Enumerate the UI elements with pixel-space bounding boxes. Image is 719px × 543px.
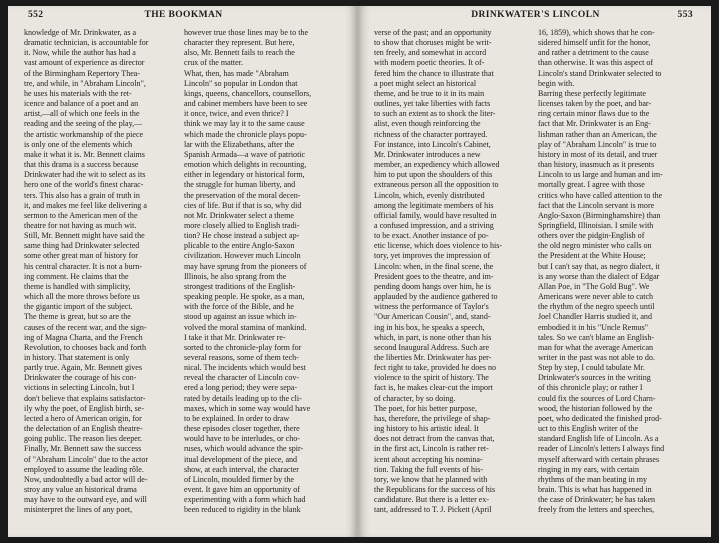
text-line: lected a hero of American origin, for — [24, 413, 142, 423]
text-line: violence to the spirit of history. The — [374, 373, 489, 383]
text-column — [374, 28, 526, 531]
text-line: Mr. Drinkwater introduces a new — [374, 149, 481, 159]
text-line: a confused impression, and a striving — [374, 220, 494, 230]
book-spread — [8, 6, 711, 537]
text-line: show, at each interval, the character — [184, 464, 299, 474]
text-line: to show that choruses might be writ- — [374, 38, 492, 48]
text-line: Anglo-Saxon (Birminghamshire) than — [538, 210, 661, 220]
text-line: ered a long period; they were sepa- — [184, 383, 298, 393]
text-line: which all the more throws before us — [24, 292, 140, 302]
text-line: lar with the Elizabethans, after the — [184, 139, 295, 149]
text-line: ring certain minor flaws due to the — [538, 109, 650, 119]
text-line: Lincoln, which, evenly distributed — [374, 190, 485, 200]
left-page — [8, 6, 358, 537]
text-line: rhythms of the man beating in my — [538, 474, 648, 484]
text-line: of character, by so doing. — [374, 393, 456, 403]
text-line: member, an expediency which allowed — [374, 160, 500, 170]
text-line: could fix the sources of Lord Charn- — [538, 393, 656, 403]
text-line: his central character. It is not a burn- — [24, 261, 142, 271]
text-line: Lincoln's stand Drinkwater selected to — [538, 68, 662, 78]
text-line: the President at the White House; — [538, 251, 646, 261]
text-line: fact is, he makes clear-cut the import — [374, 383, 493, 393]
text-line: misinterpret the lines of any poet, — [24, 505, 133, 515]
text-line: Lincoln" so popular in London that — [184, 78, 298, 88]
text-line: tory, yet improves the impression of — [374, 251, 491, 261]
text-line: Joel Chandler Harris studied it, and — [538, 312, 652, 322]
text-line: partly true. Again, Mr. Bennett gives — [24, 363, 142, 373]
right-page — [358, 6, 711, 537]
text-line: Allan Poe, in "The Gold Bug". We — [538, 281, 650, 291]
text-line: tion? He chose instead a subject ap- — [184, 231, 300, 241]
text-line: theatre for not having as much wit. — [24, 220, 137, 230]
text-line: the struggle for human liberty, and — [184, 180, 296, 190]
text-line: of "Abraham Lincoln" due to the actor — [24, 454, 149, 464]
text-line: fect right to take, provided he does no — [374, 363, 497, 373]
text-line: rated by details leading up to the cli- — [184, 393, 302, 403]
text-line: and cabinet members have been to see — [184, 99, 308, 109]
text-line: fered him the chance to illustrate that — [374, 68, 494, 78]
text-line: reveal the character of Lincoln cov- — [184, 373, 300, 383]
text-line: the artistic workmanship of the piece — [24, 129, 144, 139]
text-line: ily why the poet, of English birth, se- — [24, 403, 145, 413]
text-line: Revolution, to chooses back and forth — [24, 342, 147, 352]
text-line: a poet might select an historical — [374, 78, 477, 88]
text-line: the old negro minister who calls on — [538, 241, 652, 251]
text-line: Barring these perfectly legitimate — [538, 88, 646, 98]
text-line: kings, queens, chancellors, counsellors, — [184, 88, 312, 98]
text-line: civilization. However much Lincoln — [184, 251, 301, 261]
text-line: plicable to the entire Anglo-Saxon — [184, 241, 295, 251]
text-line: strongest traditions of the English- — [184, 281, 296, 291]
text-line: also, Mr. Bennett fails to reach the — [184, 48, 295, 58]
text-line: don't believe that explains satisfactor- — [24, 393, 146, 403]
text-line: Drinkwater had the wit to select as its — [24, 170, 146, 180]
text-line: richness of the character portrayed. — [374, 129, 488, 139]
text-line: ruses, which would advance the spir- — [184, 444, 304, 454]
text-line: Lincoln to us large and human and im- — [538, 170, 663, 180]
text-line: licenses taken by the poet, and bar- — [538, 99, 652, 109]
text-line: than history, inasmuch as it presents — [538, 160, 655, 170]
text-line: causes of the recent war, and the sign- — [24, 322, 147, 332]
text-line: verse of the past; and an opportunity — [374, 28, 492, 37]
text-line: several reasons, some of them tech- — [184, 353, 299, 362]
text-line: to such an extent as to shock the liter- — [374, 109, 496, 119]
text-line: pending doom hangs over him, he is — [374, 281, 491, 291]
text-line: ing history to his artistic ideal. It — [374, 424, 479, 434]
text-line: Still, Mr. Bennett might have said the — [24, 231, 145, 241]
text-line: not Mr. Drinkwater select a theme — [184, 210, 294, 220]
text-line: man for what the average American — [538, 342, 654, 352]
text-line: tre, and while, in "Abraham Lincoln", — [24, 78, 146, 88]
text-line: going public. The reason lies deeper. — [24, 434, 143, 444]
text-line: Drinkwater the courage of his con- — [24, 373, 137, 383]
text-line: may have to the outward eye, and will — [24, 495, 147, 505]
text-column — [184, 28, 334, 531]
text-line: alist, even though reinforcing the — [374, 119, 481, 129]
text-line: poet, who dedicated the finished prod- — [538, 413, 662, 423]
text-line: ing in his box, he speaks a speech, — [374, 322, 485, 332]
text-line: writer in the past was not able to do. — [538, 353, 655, 362]
text-line: of the Birmingham Repertory Thea- — [24, 68, 141, 78]
text-line: artist,—all of which one feels in the — [24, 109, 140, 119]
text-line: Illinois, he also sprang from the — [184, 271, 287, 281]
text-line: same thing had Drinkwater selected — [24, 241, 140, 251]
page-number: 552 — [28, 10, 44, 20]
text-line: What, then, has made "Abraham — [184, 68, 289, 78]
text-line: begin with. — [538, 78, 575, 88]
text-line: vast amount of experience as director — [24, 58, 145, 68]
text-line: than otherwise. It was this aspect of — [538, 58, 654, 68]
text-line: ing of Magna Charta, and the French — [24, 332, 143, 342]
text-line: the preservation of the moral decen- — [184, 190, 301, 200]
text-line: with modern poetic theories. It of- — [374, 58, 485, 68]
right-page-columns — [374, 28, 697, 531]
page-number: 553 — [677, 10, 693, 20]
text-line: tory, we know that he planned with — [374, 474, 488, 484]
text-line: play of "Abraham Lincoln" is true to — [538, 139, 657, 149]
text-line: history in most of its detail, and truer — [538, 149, 658, 159]
text-line: 16, 1859), which shows that he con- — [538, 28, 655, 37]
text-line: wood, the historian followed by the — [538, 403, 653, 413]
text-line: icence and balance of a poet and an — [24, 99, 139, 109]
text-line: it. Now, while the author has had a — [24, 48, 136, 58]
text-line: crux of the matter. — [184, 58, 243, 68]
text-line: cies of life. But if that is so, why did — [184, 200, 302, 210]
text-line: dramatic technician, is accountable for — [24, 38, 149, 48]
text-line: in history. That statement is only — [24, 353, 130, 362]
text-line: Drinkwater's sources in the writing — [538, 373, 651, 383]
text-line: employed to assume the leading rôle. — [24, 464, 144, 474]
text-line: standard English life of Lincoln. As a — [538, 434, 659, 444]
text-line: uct to this English writer of the — [538, 424, 639, 434]
text-line: these episodes closer together, there — [184, 424, 300, 434]
text-line: which, in part, is none other than his — [374, 332, 492, 342]
text-line: has, therefore, the privilege of shap- — [374, 413, 491, 423]
text-line: emotion which delights in recounting, — [184, 160, 307, 170]
text-line: speaking people. He spoke, as a man, — [184, 292, 305, 302]
text-line: witness the performance of Taylor's — [374, 302, 489, 312]
text-line: volved the moral stamina of mankind. — [184, 322, 307, 332]
text-line: sermon to the American men of the — [24, 210, 138, 220]
text-line: hero one of the world's finest charac- — [24, 180, 144, 190]
text-line: ing comment. He claims that the — [24, 271, 129, 281]
text-line: tant, addressed to T. J. Pickett (April — [374, 505, 492, 515]
text-line: maxes, which in some way would have — [184, 403, 311, 413]
text-line: experimenting with a form which had — [184, 495, 306, 505]
text-line: victions in selecting Lincoln, but I — [24, 383, 135, 393]
text-line: fact that Mr. Drinkwater is an Eng- — [538, 119, 651, 129]
text-line: to be exact. Another instance of po- — [374, 231, 489, 241]
text-line: of Lincoln, moulded firmer by the — [184, 474, 294, 484]
text-line: some other great man of history for — [24, 251, 138, 261]
text-line: more closely allied to English tradi- — [184, 220, 300, 230]
text-line: the case of Drinkwater; he has taken — [538, 495, 656, 505]
text-line: candidature. But there is a letter ex- — [374, 495, 490, 505]
left-page-columns — [24, 28, 343, 531]
text-line: second Inaugural Address. Such are — [374, 342, 490, 352]
text-line: ringing in my ears, with certain — [538, 464, 640, 474]
text-line: stroy any value an historical drama — [24, 485, 137, 495]
text-line: make it what it is. Mr. Bennett claims — [24, 149, 145, 159]
text-line: icent about accepting his nomina- — [374, 454, 483, 464]
text-line: myself afterward with certain phrases — [538, 454, 660, 464]
text-line: tion. Taking the full events of his- — [374, 464, 484, 474]
text-line: theme, and be true to it in its main — [374, 88, 485, 98]
text-line: of this chronicle play; or rather I — [538, 383, 643, 393]
text-line: The theme is great, but so are the — [24, 312, 131, 322]
text-line: either in legendary or historical form, — [184, 170, 305, 180]
text-line: the Republicans for the success of his — [374, 485, 496, 495]
text-line: would have to be interludes, or cho- — [184, 434, 300, 444]
text-line: which made the chronicle plays popu- — [184, 129, 307, 139]
text-line: it, and makes me feel like delivering a — [24, 200, 147, 210]
text-line: but I can't say that, as negro dialect, it — [538, 261, 660, 271]
running-title: THE BOOKMAN — [144, 10, 223, 20]
text-line: lishman rather than an American, the — [538, 129, 657, 139]
text-line: etic license, which does violence to his- — [374, 241, 503, 251]
text-line: fact that the Lincoln servant is more — [538, 200, 655, 210]
text-line: extraneous person all the opposition to — [374, 180, 499, 190]
text-line: tales. So we can't blame an English- — [538, 332, 655, 342]
text-column — [24, 28, 172, 531]
text-line: theme is handled with simplicity, — [24, 281, 131, 291]
text-line: critics who have called attention to the — [538, 190, 663, 200]
text-line: "Our American Cousin", and, stand- — [374, 312, 491, 322]
text-line: sorted to the chronicle-play form for — [184, 342, 302, 352]
text-line: brain. This is what has happened in — [538, 485, 652, 495]
text-line: official family, would have resulted in — [374, 210, 497, 220]
text-line: however true those lines may be to the — [184, 28, 309, 37]
text-line: others over the pidgin-English of — [538, 231, 645, 241]
text-line: Spanish Armada—a wave of patriotic — [184, 149, 306, 159]
text-line: among the legitimate members of his — [374, 200, 494, 210]
text-line: been reduced to rigidity in the blank — [184, 505, 301, 515]
text-line: embodied it in his "Uncle Remus" — [538, 322, 649, 332]
text-line: itual development of the piece, and — [184, 454, 298, 464]
text-line: ten freely, and somewhat in accord — [374, 48, 487, 58]
text-line: Step by step, I could tabulate Mr. — [538, 363, 645, 373]
text-line: ters. This also has a grain of truth in — [24, 190, 140, 200]
running-title: DRINKWATER'S LINCOLN — [471, 10, 600, 20]
text-line: think we may lay it to the same cause — [184, 119, 305, 129]
text-line: sidered himself unfit for the honor, — [538, 38, 651, 48]
text-line: Lincoln: when, in the final scene, the — [374, 261, 494, 271]
text-line: him to put upon the shoulders of this — [374, 170, 493, 180]
text-line: to be explained. In order to draw — [184, 413, 290, 423]
text-line: outlines, yet take liberties with facts — [374, 99, 491, 109]
text-line: that this drama is a success because — [24, 160, 139, 170]
left-page-header — [28, 10, 339, 24]
text-line: Springfield, Illinoisian. I smile with — [538, 220, 654, 230]
text-line: reading and the seeing of the play,— — [24, 119, 143, 129]
text-line: is any worse than the dialect of Edgar — [538, 271, 660, 281]
text-line: may have sprung from the pioneers of — [184, 261, 307, 271]
right-page-header — [378, 10, 693, 24]
text-line: I take it that Mr. Drinkwater re- — [184, 332, 286, 342]
text-line: Now, undoubtedly a bad actor will de- — [24, 474, 148, 484]
text-line: it once, twice, and even thrice? I — [184, 109, 289, 119]
text-line: stood up against an issue which in- — [184, 312, 297, 322]
text-line: he uses his materials with the ret- — [24, 88, 132, 98]
text-line: Finally, Mr. Bennett saw the success — [24, 444, 142, 454]
text-line: Americans were never able to catch — [538, 292, 654, 302]
text-line: President goes to the theatre, and im- — [374, 271, 494, 281]
text-line: applauded by the audience gathered to — [374, 292, 498, 302]
text-line: and rather a detriment to the cause — [538, 48, 649, 58]
text-line: knowledge of Mr. Drinkwater, as a — [24, 28, 137, 37]
text-line: character they represent. But here, — [184, 38, 295, 48]
text-line: with the force of the Bible, and he — [184, 302, 294, 312]
text-line: mortally great. I agree with those — [538, 180, 645, 190]
text-column — [538, 28, 690, 531]
text-line: the delectation of an English theatre- — [24, 424, 143, 434]
text-line: the gigantic import of the subject. — [24, 302, 133, 312]
text-line: reader of Lincoln's letters I always find — [538, 444, 665, 454]
text-line: For instance, into Lincoln's Cabinet, — [374, 139, 491, 149]
text-line: The poet, for his better purpose, — [374, 403, 478, 413]
text-line: in the first act, Lincoln is rather ret- — [374, 444, 489, 454]
text-line: the liberties Mr. Drinkwater has per- — [374, 353, 492, 362]
text-line: event. It gave him an opportunity of — [184, 485, 300, 495]
text-line: is only one of the elements which — [24, 139, 133, 149]
text-line: the rhythm of the negro speech until — [538, 302, 655, 312]
text-line: freely from the letters and speeches, — [538, 505, 655, 515]
text-line: nical. The incidents which would best — [184, 363, 306, 373]
text-line: does not detract from the canvas that, — [374, 434, 495, 444]
